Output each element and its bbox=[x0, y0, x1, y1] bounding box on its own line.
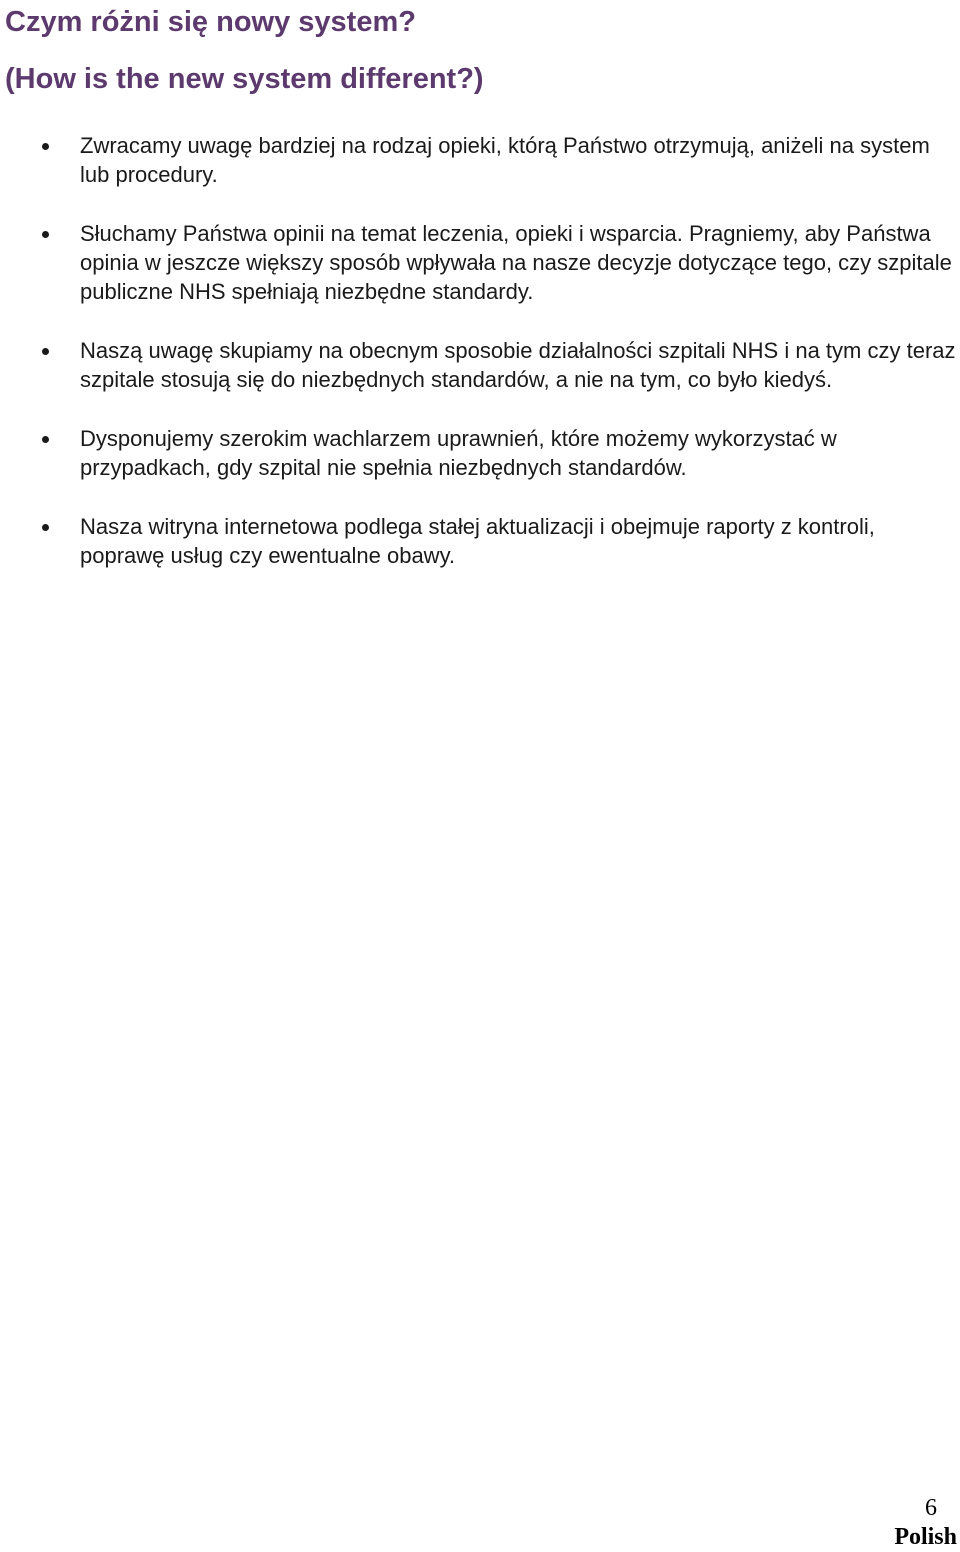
list-item bbox=[0, 512, 960, 570]
list-item-text: Naszą uwagę skupiamy na obecnym sposobie działalności szpitali NHS i na tym czy teraz szpitale stosują się do niezbędnych standardów, a nie na tym, co było kiedyś. bbox=[80, 338, 956, 392]
list-item-text: Dysponujemy szerokim wachlarzem uprawnień, które możemy wykorzystać w przypadkach, gdy szpital nie spełnia niezbędnych standardów. bbox=[80, 426, 837, 480]
bullet-icon bbox=[42, 143, 49, 150]
list-item-text: Słuchamy Państwa opinii na temat leczenia, opieki i wsparcia. Pragniemy, aby Państwa opinia w jeszcze większy sposób wpływała na nasze decyzje dotyczące tego, czy szpitale publiczne NHS spełniają niezbędne standardy. bbox=[80, 221, 952, 304]
list-item bbox=[0, 424, 960, 482]
heading-english: (How is the new system different?) bbox=[5, 63, 484, 95]
bullet-list bbox=[0, 131, 960, 600]
page-footer bbox=[894, 1494, 957, 1552]
bullet-icon bbox=[42, 524, 49, 531]
heading-polish: Czym różni się nowy system? bbox=[5, 6, 416, 38]
language-label: Polish bbox=[894, 1524, 957, 1550]
page-heading bbox=[5, 0, 484, 108]
bullet-icon bbox=[42, 348, 49, 355]
list-item-text: Zwracamy uwagę bardziej na rodzaj opieki, którą Państwo otrzymują, aniżeli na system lub procedury. bbox=[80, 133, 930, 187]
list-item bbox=[0, 336, 960, 394]
bullet-icon bbox=[42, 231, 49, 238]
list-item-text: Nasza witryna internetowa podlega stałej aktualizacji i obejmuje raporty z kontroli, poprawę usług czy ewentualne obawy. bbox=[80, 514, 875, 568]
list-item bbox=[0, 219, 960, 306]
list-item bbox=[0, 131, 960, 189]
bullet-icon bbox=[42, 436, 49, 443]
page-number: 6 bbox=[925, 1495, 937, 1521]
